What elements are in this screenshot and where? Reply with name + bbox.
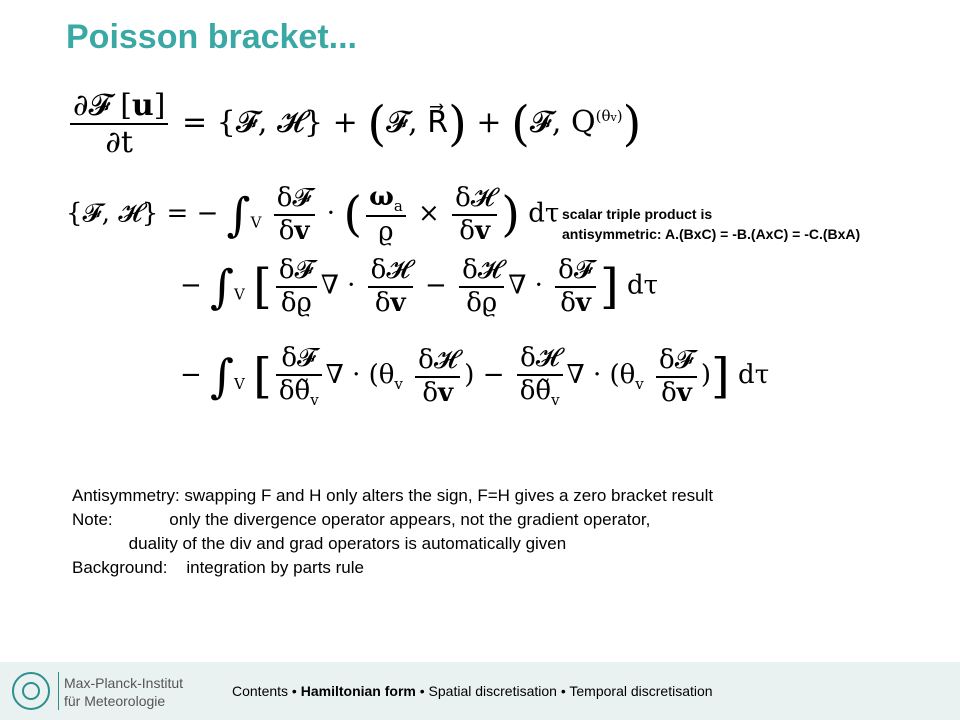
institute-name	[64, 674, 183, 710]
triple-product-note-line2: antisymmetric: A.(BxC) = -B.(AxC) = -C.(BxA)	[562, 226, 861, 242]
nav-temporal-discretisation[interactable]: Temporal discretisation	[569, 683, 713, 699]
duality-line: duality of the div and grad operators is automatically given	[72, 534, 567, 553]
slide-title: Poisson bracket...	[66, 18, 357, 56]
logo-divider	[58, 672, 59, 710]
footer-bar	[0, 662, 960, 720]
antisymmetry-line: Antisymmetry: swapping F and H only alters the sign, F=H gives a zero bracket result	[72, 486, 714, 505]
explanation-text	[72, 484, 713, 580]
note-line: Note: only the divergence operator appears, not the gradient operator,	[72, 510, 651, 529]
equation-poisson-decomposition: $\frac{\text{∂𝓕 [u]}}{\partial t}$ = {𝓕, 𝓗} + (𝓕, R⃗) + (𝓕, $Q^{(\theta v)}$)	[66, 88, 641, 160]
institute-name-line1: Max-Planck-Institut	[64, 675, 184, 691]
nav-separator: •	[415, 683, 429, 699]
nav-contents[interactable]: Contents	[232, 683, 289, 699]
footer-navigation	[232, 683, 713, 699]
nav-separator: •	[288, 683, 301, 699]
institute-name-line2: für Meteorologie	[64, 693, 166, 709]
triple-product-note-line1: scalar triple product is	[562, 206, 713, 222]
triple-product-note	[562, 204, 860, 244]
mpi-logo-icon	[12, 672, 50, 710]
equation-bracket-term-3: − $\int_V$ [ $\frac{\text{δ𝓕}}{\delta\thetã_v}$ ∇ · ($\theta_v$ $\frac{\text{δ𝓗}}{\delta v}$ ) − $\frac{\text{δ𝓗}}{\delta\thetã_v}$ ∇ · ($\theta_v$ $\frac{\text{δ𝓕}}{\delta v}$ )] dτ	[180, 343, 770, 409]
equation-bracket-term-1: {𝓕, 𝓗} = − $\int_V$ $\frac{\text{δ𝓕}}{\delta v}$ · ( $\frac{\omega_a}{ϱ}$ × $\frac{\text{δ𝓗}}{\delta v}$ ) dτ	[66, 182, 560, 247]
nav-spatial-discretisation[interactable]: Spatial discretisation	[428, 683, 557, 699]
nav-separator: •	[556, 683, 570, 699]
background-line: Background: integration by parts rule	[72, 558, 364, 577]
equation-bracket-term-2: − $\int_V$ [ $\frac{\text{δ𝓕}}{\delta ϱ}$ ∇ · $\frac{\text{δ𝓗}}{\delta v}$ − $\frac{\text{δ𝓗}}{\delta ϱ}$ ∇ · $\frac{\text{δ𝓕}}{\delta v}$ ] dτ	[180, 255, 659, 318]
nav-hamiltonian-form[interactable]: Hamiltonian form	[300, 683, 416, 699]
